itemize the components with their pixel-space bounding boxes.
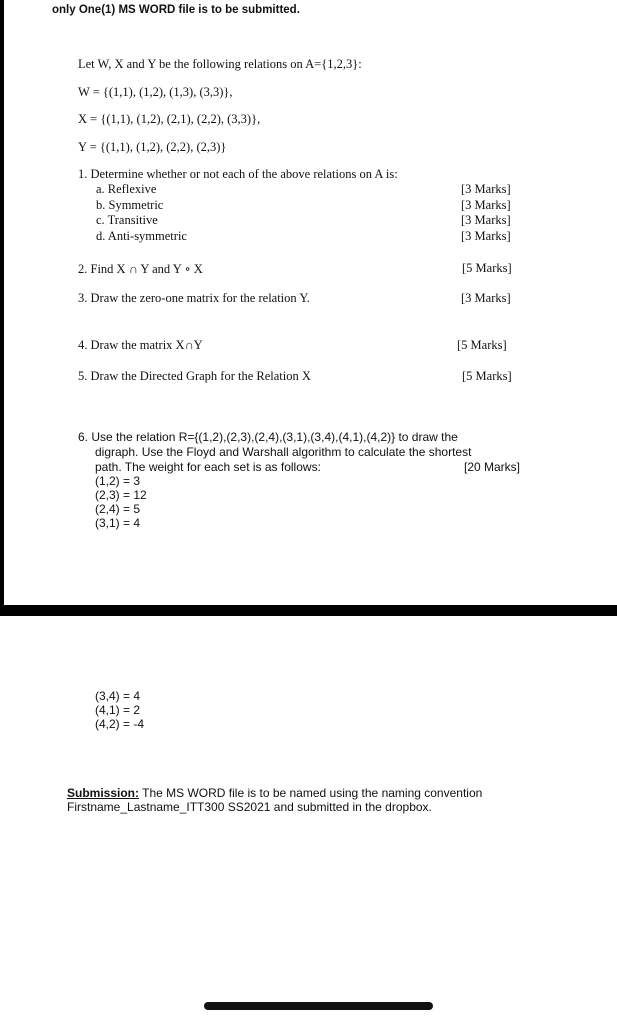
q1-part-d-marks: [3 Marks] xyxy=(461,229,511,243)
submission-text: The MS WORD file is to be named using the naming convention xyxy=(139,786,483,800)
question-6-marks: [20 Marks] xyxy=(464,460,521,474)
question-3-marks: [3 Marks] xyxy=(461,291,511,305)
question-5: 5. Draw the Directed Graph for the Relation X xyxy=(78,369,311,383)
relation-y: Y = {(1,1), (1,2), (2,2), (2,3)} xyxy=(78,140,227,154)
question-4-marks: [5 Marks] xyxy=(457,338,507,352)
submission-line-1 xyxy=(67,786,482,800)
instructions-header xyxy=(52,0,554,17)
submission-line-2: Firstname_Lastname_ITT300 SS2021 and submitted in the dropbox. xyxy=(67,800,432,814)
q1-part-b: b. Symmetric xyxy=(96,198,164,212)
weight-3-4: (3,4) = 4 xyxy=(95,689,141,703)
q1-part-a: a. Reflexive xyxy=(96,182,157,196)
q1-part-d: d. Anti-symmetric xyxy=(96,229,187,243)
page-two xyxy=(0,616,617,1024)
relation-w: W = {(1,1), (1,2), (1,3), (3,3)}, xyxy=(78,85,233,99)
question-6-line-3: path. The weight for each set is as follows: xyxy=(95,460,321,474)
q1-part-a-marks: [3 Marks] xyxy=(461,182,511,196)
weight-2-4: (2,4) = 5 xyxy=(95,502,141,516)
question-2-marks: [5 Marks] xyxy=(462,261,512,275)
header-line: only One(1) MS WORD file is to be submitted. xyxy=(52,4,300,16)
question-5-marks: [5 Marks] xyxy=(462,369,512,383)
question-6-line-1: 6. Use the relation R={(1,2),(2,3),(2,4),(3,1),(3,4),(4,1),(4,2)} to draw the xyxy=(78,430,458,444)
q1-part-c: c. Transitive xyxy=(96,213,158,227)
page-one xyxy=(4,0,617,605)
question-6-line-2: digraph. Use the Floyd and Warshall algorithm to calculate the shortest xyxy=(95,445,472,459)
intro-text: Let W, X and Y be the following relations on A={1,2,3}: xyxy=(78,57,362,71)
q1-part-b-marks: [3 Marks] xyxy=(461,198,511,212)
question-3: 3. Draw the zero-one matrix for the relation Y. xyxy=(78,291,310,305)
home-indicator[interactable] xyxy=(204,1002,433,1010)
weight-4-2: (4,2) = -4 xyxy=(95,717,145,731)
submission-label: Submission: xyxy=(67,786,140,800)
weight-4-1: (4,1) = 2 xyxy=(95,703,141,717)
weight-3-1: (3,1) = 4 xyxy=(95,516,141,530)
question-4: 4. Draw the matrix X∩Y xyxy=(78,338,203,352)
weight-2-3: (2,3) = 12 xyxy=(95,488,147,502)
relation-x: X = {(1,1), (1,2), (2,1), (2,2), (3,3)}, xyxy=(78,112,261,126)
weight-1-2: (1,2) = 3 xyxy=(95,474,141,488)
q1-part-c-marks: [3 Marks] xyxy=(461,213,511,227)
page-divider xyxy=(0,605,617,616)
question-1: 1. Determine whether or not each of the above relations on A is: xyxy=(78,167,398,181)
question-2: 2. Find X ∩ Y and Y ∘ X xyxy=(78,262,203,276)
